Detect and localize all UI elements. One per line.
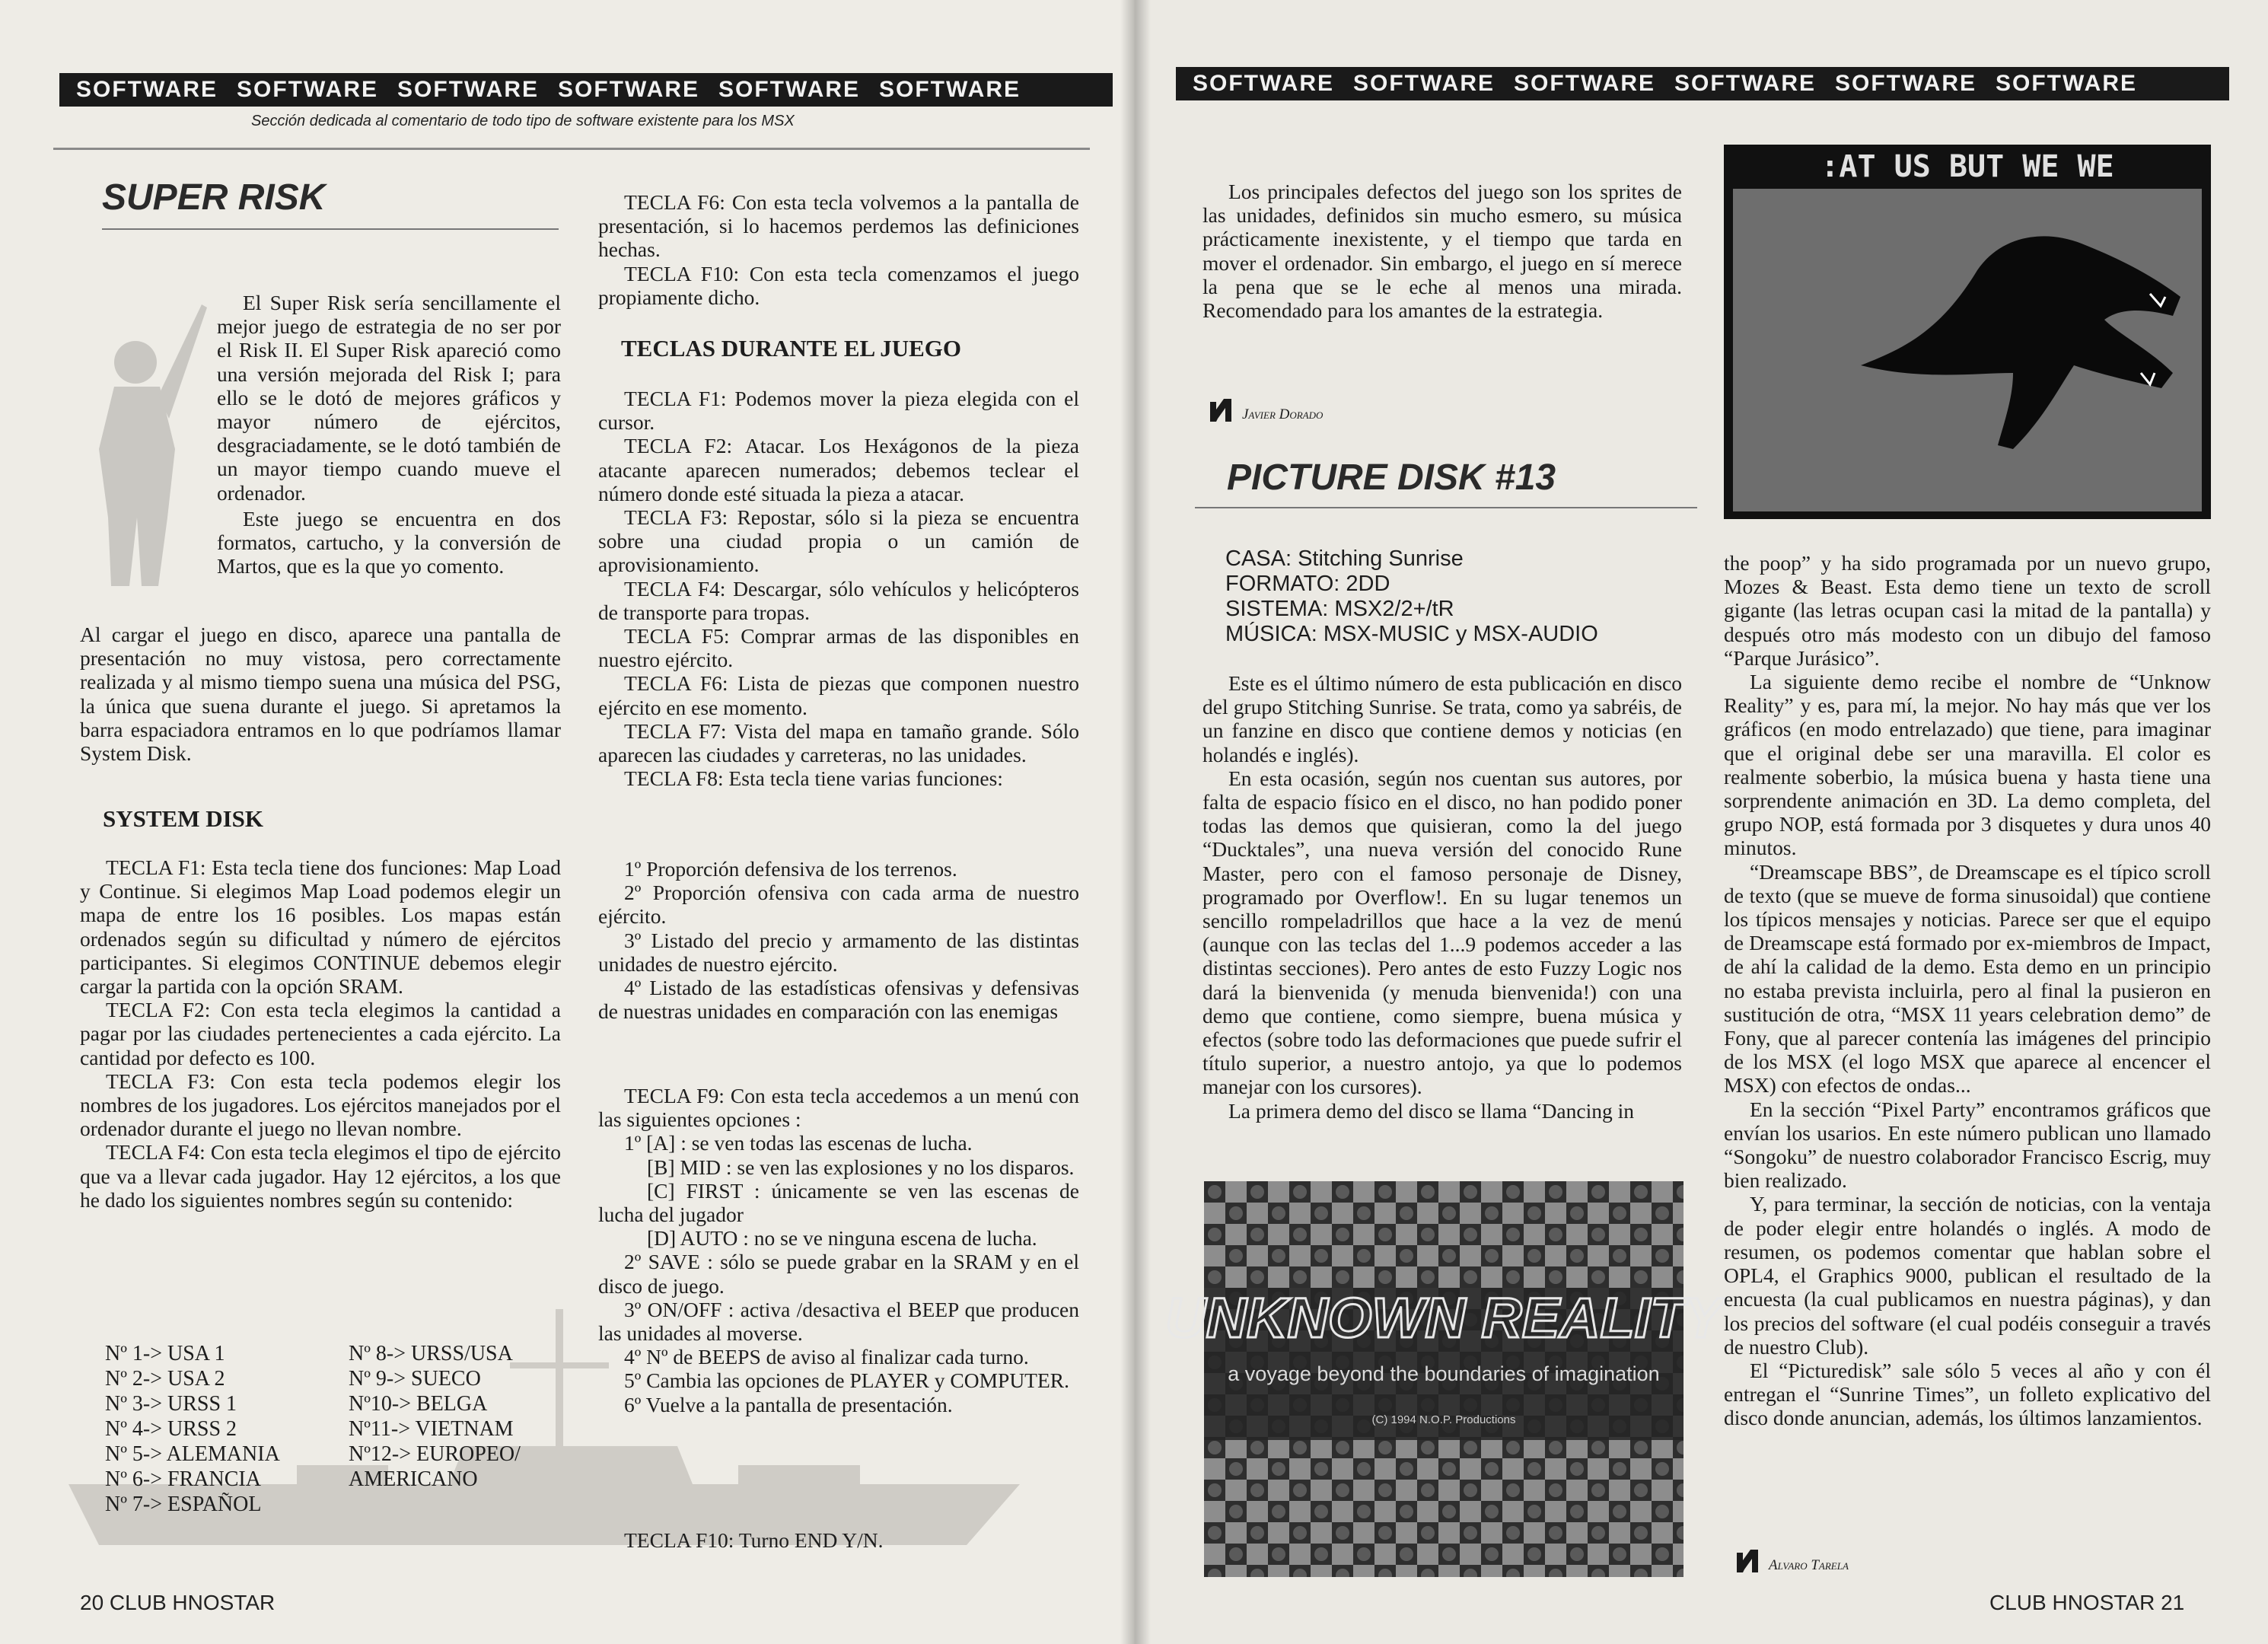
col2-para-6: El “Picturedisk” sale sólo 5 veces al año y con él entregan el “Sunrine Times”, un folleto explicativo del disco donde anuncian, además, los últimos lanzamientos. [1724, 1358, 2211, 1430]
col2-para-3: “Dreamscape BBS”, de Dreamscape es el típico scroll de texto (que se mueve de forma sinusoidal) que contiene los típicos mensajes y noticias. Parece ser que el equipo de Dreamscape está formado por ex-miembros de Impact, de ahí la calidad de la demo. Esta demo en un principio no estaba prevista incluirla, pero al final la pusieron en sustitución de otra, “MSX 11 years celebration demo” de Fony, que al parecer contenía las imágenes del principio de los MSX (el logo MSX que aparece al encencer el MSX) con efectos de ondas... [1724, 859, 2211, 1098]
army-11: Nº11-> VIETNAM [349, 1417, 514, 1441]
army-2: Nº 2-> USA 2 [105, 1367, 225, 1391]
unknown-reality-credit: (C) 1994 N.O.P. Productions [1371, 1413, 1516, 1426]
intro-text-1: El Super Risk sería sencillamente el mejor juego de estrategia de no ser por el Risk II. El Super Risk apareció como una versión mejorada del Risk I; para ello se le dotó de mejores gráficos y mayor número de ejércitos, desgraciadamente, se le dotó también de un mayor tiempo cuando mueve el ordenador. [217, 291, 561, 505]
f9-option-d: [D] AUTO : no se ve ninguna escena de lucha. [647, 1226, 1037, 1251]
dinosaur-screenshot [1724, 145, 2211, 519]
col1-para-2: En esta ocasión, según nos cuentan sus autores, por falta de espacio físico en el disco, no han podido poner todas las demos que quisieran, como la del juego “Ducktales”, una nueva versión del conocido Rune Master, pero con el famoso personaje de Disney, programado por Overflow!. En su lugar tenemos un sencillo rompeladrillos que hace a la vez de menú (aunque con las teclas del 1...9 podemos acceder a las distintas secciones). Pero antes de esto Fuzzy Logic nos dará la bienvenida (y menuda bienvenida!) con una demo que contiene, como siempre, buena música y efectos (sobre todo las deformaciones que puede sufrir el título superior, a nuestro antojo, ya que lo podemos manejar con los cursores). [1202, 766, 1682, 1099]
banner-word: SOFTWARE [558, 77, 699, 102]
army-1: Nº 1-> USA 1 [105, 1342, 225, 1365]
col2-top-text [598, 190, 1079, 309]
page-number-right: CLUB HNOSTAR 21 [1989, 1591, 2185, 1614]
f9-intro: TECLA F9: Con esta tecla accedemos a un menú con las siguientes opciones : [598, 1084, 1079, 1132]
unknown-reality-tagline: a voyage beyond the boundaries of imagination [1228, 1362, 1660, 1385]
review-conclusion [1202, 180, 1682, 322]
intro-paragraph-2-top [217, 507, 561, 578]
army-9: Nº 9-> SUECO [349, 1367, 481, 1391]
banner-word: SOFTWARE [1514, 71, 1655, 96]
section-banner-left [59, 73, 1113, 107]
right-page [1134, 0, 2268, 1644]
f9-option-b: [B] MID : se ven las explosiones y no los disparos. [647, 1155, 1075, 1179]
banner-word: SOFTWARE [718, 77, 860, 102]
soldier-illustration [68, 289, 213, 594]
teclas-heading: TECLAS DURANTE EL JUEGO [621, 335, 962, 362]
f9-option-c: [C] FIRST : únicamente se ven las escenas de lucha del jugador [598, 1178, 1079, 1227]
byline-1 [1209, 396, 1323, 423]
col2-para-4: En la sección “Pixel Party” encontramos gráficos que envían los usarios. En este número publican uno llamado “Songoku” de nuestro colaborador Francisco Escrig, muy bien realizado. [1724, 1097, 2211, 1193]
game-f8: TECLA F8: Esta tecla tiene varias funciones: [624, 766, 1003, 791]
pen-icon [1209, 396, 1236, 423]
f8-options [598, 857, 1079, 1023]
banner-word: SOFTWARE [1835, 71, 1977, 96]
game-f4: TECLA F4: Descargar, sólo vehículos y helicópteros de transporte para tropas. [598, 576, 1079, 624]
system-disk-heading: SYSTEM DISK [103, 805, 264, 832]
unknown-reality-title: UNKNOWN REALITY [1165, 1286, 1722, 1349]
armies-list-2 [349, 1341, 521, 1492]
system-disk-text [80, 855, 561, 1212]
army-3: Nº 3-> URSS 1 [105, 1392, 237, 1416]
f10-turn: TECLA F10: Turno END Y/N. [624, 1528, 884, 1552]
teclas-text [598, 387, 1079, 790]
army-12-cont: AMERICANO [349, 1467, 478, 1491]
book-gutter [1120, 0, 1151, 1644]
field-sistema: SISTEMA: MSX2/2+/tR [1225, 597, 1454, 621]
col2-para-5: Y, para terminar, la sección de noticias, con la ventaja de poder elegir entre holandés o inglés. A modo de resumen, os podemos comentar que hablan sobre el OPL4, el Graphics 9000, publican el resultado de la encuesta (la cual publicamos en nuestra páginas), y dan los precios del software (el cual podéis conseguir a través de nuestro Club). [1724, 1192, 2211, 1359]
pen-icon-2 [1735, 1547, 1763, 1574]
f9-option-player: 5º Cambia las opciones de PLAYER y COMPUTER. [624, 1368, 1069, 1393]
army-5: Nº 5-> ALEMANIA [105, 1442, 280, 1466]
article-title-super-risk: SUPER RISK [102, 177, 326, 218]
game-f3: TECLA F3: Repostar, sólo si la pieza se encuentra sobre una ciudad propia o un camión de aprovisionamiento. [598, 505, 1079, 577]
col2-para-1: the poop” y ha sido programada por un nuevo grupo, Mozes & Beast. Esta demo tiene un texto de scroll gigante (las letras ocupan casi la mitad de la pantalla) y después otro más modesto con un dibujo del famoso “Parque Jurásico”. [1724, 551, 2211, 670]
header-rule [53, 148, 1090, 150]
title-underline [102, 228, 559, 230]
section-subtitle: Sección dedicada al comentario de todo tipo de software existente para los MSX [251, 113, 795, 129]
banner-word: SOFTWARE [879, 77, 1021, 102]
f9-option-beeps: 4º Nº de BEEPS de aviso al finalizar cada turno. [624, 1345, 1029, 1369]
f9-option-save: 2º SAVE : sólo se puede grabar en la SRAM y en el disco de juego. [598, 1250, 1079, 1298]
tecla-f10-setup: TECLA F10: Con esta tecla comenzamos el juego propiamente dicho. [598, 261, 1079, 309]
tecla-f3-text: TECLA F3: Con esta tecla podemos elegir los nombres de los jugadores. Los ejércitos manejados por el ordenador durante el juego no llevan nombre. [80, 1069, 561, 1141]
tecla-f4-text: TECLA F4: Con esta tecla elegimos el tipo de ejército que va a llevar cada jugador. Hay 12 ejércitos, a los que he dado los siguientes nombres según su contenido: [80, 1140, 561, 1212]
f8-option-1: 1º Proporción defensiva de los terrenos. [624, 857, 957, 881]
title-underline-2 [1195, 507, 1697, 508]
tecla-f2-text: TECLA F2: Con esta tecla elegimos la cantidad a pagar por las ciudades pertenecientes a cada ejército. La cantidad por defecto es 100. [80, 998, 561, 1069]
page-number-left: 20 CLUB HNOSTAR [80, 1591, 276, 1614]
author-name-2: Alvaro Tarela [1769, 1557, 1849, 1573]
game-f7: TECLA F7: Vista del mapa en tamaño grande. Sólo aparecen las ciudades y carreteras, no las unidades. [598, 718, 1079, 767]
picture-disk-col2 [1724, 551, 2211, 1430]
banner-word: SOFTWARE [1353, 71, 1495, 96]
banner-word: SOFTWARE [1674, 71, 1816, 96]
col1-para-3: La primera demo del disco se llama “Dancing in [1228, 1098, 1635, 1123]
intro-paragraph [217, 291, 561, 505]
intro-paragraph-2-bottom [80, 623, 561, 765]
banner-word: SOFTWARE [397, 77, 539, 102]
armies-list-1 [105, 1341, 280, 1517]
field-formato: FORMATO: 2DD [1225, 572, 1390, 596]
game-f6: TECLA F6: Lista de piezas que componen nuestro ejército en ese momento. [598, 671, 1079, 719]
col2-para-2: La siguiente demo recibe el nombre de “Unknow Reality” y es, para mí, la mejor. No hay más que ver los gráficos (en modo entrelazado) que tiene, para imaginar que el original debe ser una maravilla. El color es realmente soberbio, la música buena y hasta tiene una sorprendente animación en 3D. La demo completa, del grupo NOP, está formada por 3 disquetes y dura unos 40 minutos. [1724, 670, 2211, 860]
section-banner-right [1176, 67, 2229, 100]
f8-option-4: 4º Listado de las estadísticas ofensivas y defensivas de nuestras unidades en comparación con las enemigas [598, 976, 1079, 1024]
f9-option-beep: 3º ON/OFF : activa /desactiva el BEEP que producen las unidades al moverse. [598, 1297, 1079, 1346]
info-fields [1225, 546, 1598, 647]
tecla-f6-setup: TECLA F6: Con esta tecla volvemos a la pantalla de presentación, si lo hacemos perdemos las definiciones hechas. [598, 190, 1079, 262]
intro-text-2-start: Este juego se encuentra en dos formatos, cartucho, y la conversión de Martos, que es la que yo comento. [217, 507, 561, 578]
army-6: Nº 6-> FRANCIA [105, 1467, 261, 1491]
unknown-reality-screenshot [1165, 1181, 1722, 1577]
col1-para-1: Este es el último número de esta publicación en disco del grupo Stitching Sunrise. Se trata, como ya sabréis, de un fanzine en disco que contiene demos y noticias (en holandés e inglés). [1202, 671, 1682, 766]
banner-word: SOFTWARE [76, 77, 218, 102]
field-musica: MÚSICA: MSX-MUSIC y MSX-AUDIO [1225, 622, 1598, 646]
field-casa: CASA: Stitching Sunrise [1225, 546, 1464, 571]
army-7: Nº 7-> ESPAÑOL [105, 1493, 262, 1516]
dinosaur-scroll-text: :AT US BUT WE WE [1820, 149, 2114, 184]
game-f2: TECLA F2: Atacar. Los Hexágonos de la pieza atacante aparecen numerados; debemos teclear el número donde esté situada la pieza a atacar. [598, 434, 1079, 505]
byline-2 [1735, 1547, 1849, 1574]
banner-word: SOFTWARE [237, 77, 378, 102]
f9-option-a: 1º [A] : se ven todas las escenas de lucha. [624, 1131, 973, 1155]
game-f5: TECLA F5: Comprar armas de las disponibles en nuestro ejército. [598, 624, 1079, 672]
f9-option-return: 6º Vuelve a la pantalla de presentación. [624, 1392, 953, 1416]
army-8: Nº 8-> URSS/USA [349, 1342, 513, 1365]
article-title-picture-disk: PICTURE DISK #13 [1227, 457, 1556, 498]
army-10: Nº10-> BELGA [349, 1392, 488, 1416]
f9-text [598, 1084, 1079, 1416]
army-12: Nº12-> EUROPEO/ [349, 1442, 521, 1466]
f8-option-2: 2º Proporción ofensiva con cada arma de nuestro ejército. [598, 881, 1079, 929]
conclusion-text: Los principales defectos del juego son los sprites de las unidades, definidos sin mucho esmero, su música prácticamente inexistente, y el tiempo que tarda en mover el ordenador. Sin embargo, el juego en sí merece la pena que se le eche al menos una mirada. Recomendado para los amantes de la estrategia. [1202, 180, 1682, 323]
picture-disk-col1 [1202, 671, 1682, 1123]
banner-word: SOFTWARE [1193, 71, 1334, 96]
intro-text-2-end: Al cargar el juego en disco, aparece una pantalla de presentación no muy vistosa, pero correctamente realizada y al mismo tiempo suena una música del PSG, la única que suena durante el juego. Si apretamos la barra espaciadora entramos en lo que podríamos llamar System Disk. [80, 623, 561, 766]
army-4: Nº 4-> URSS 2 [105, 1417, 237, 1441]
author-name-1: Javier Dorado [1242, 406, 1324, 422]
f8-option-3: 3º Listado del precio y armamento de las distintas unidades de nuestro ejército. [598, 928, 1079, 976]
tecla-f1-text: TECLA F1: Esta tecla tiene dos funciones: Map Load y Continue. Si elegimos Map Load podemos elegir un mapa de entre los 16 posibles. Los mapas están ordenados según su dificultad y número de ejércitos participantes. Si elegimos CONTINUE debemos elegir cargar la partida con la opción SRAM. [80, 855, 561, 999]
game-f1: TECLA F1: Podemos mover la pieza elegida con el cursor. [598, 387, 1079, 435]
banner-word: SOFTWARE [1996, 71, 2137, 96]
